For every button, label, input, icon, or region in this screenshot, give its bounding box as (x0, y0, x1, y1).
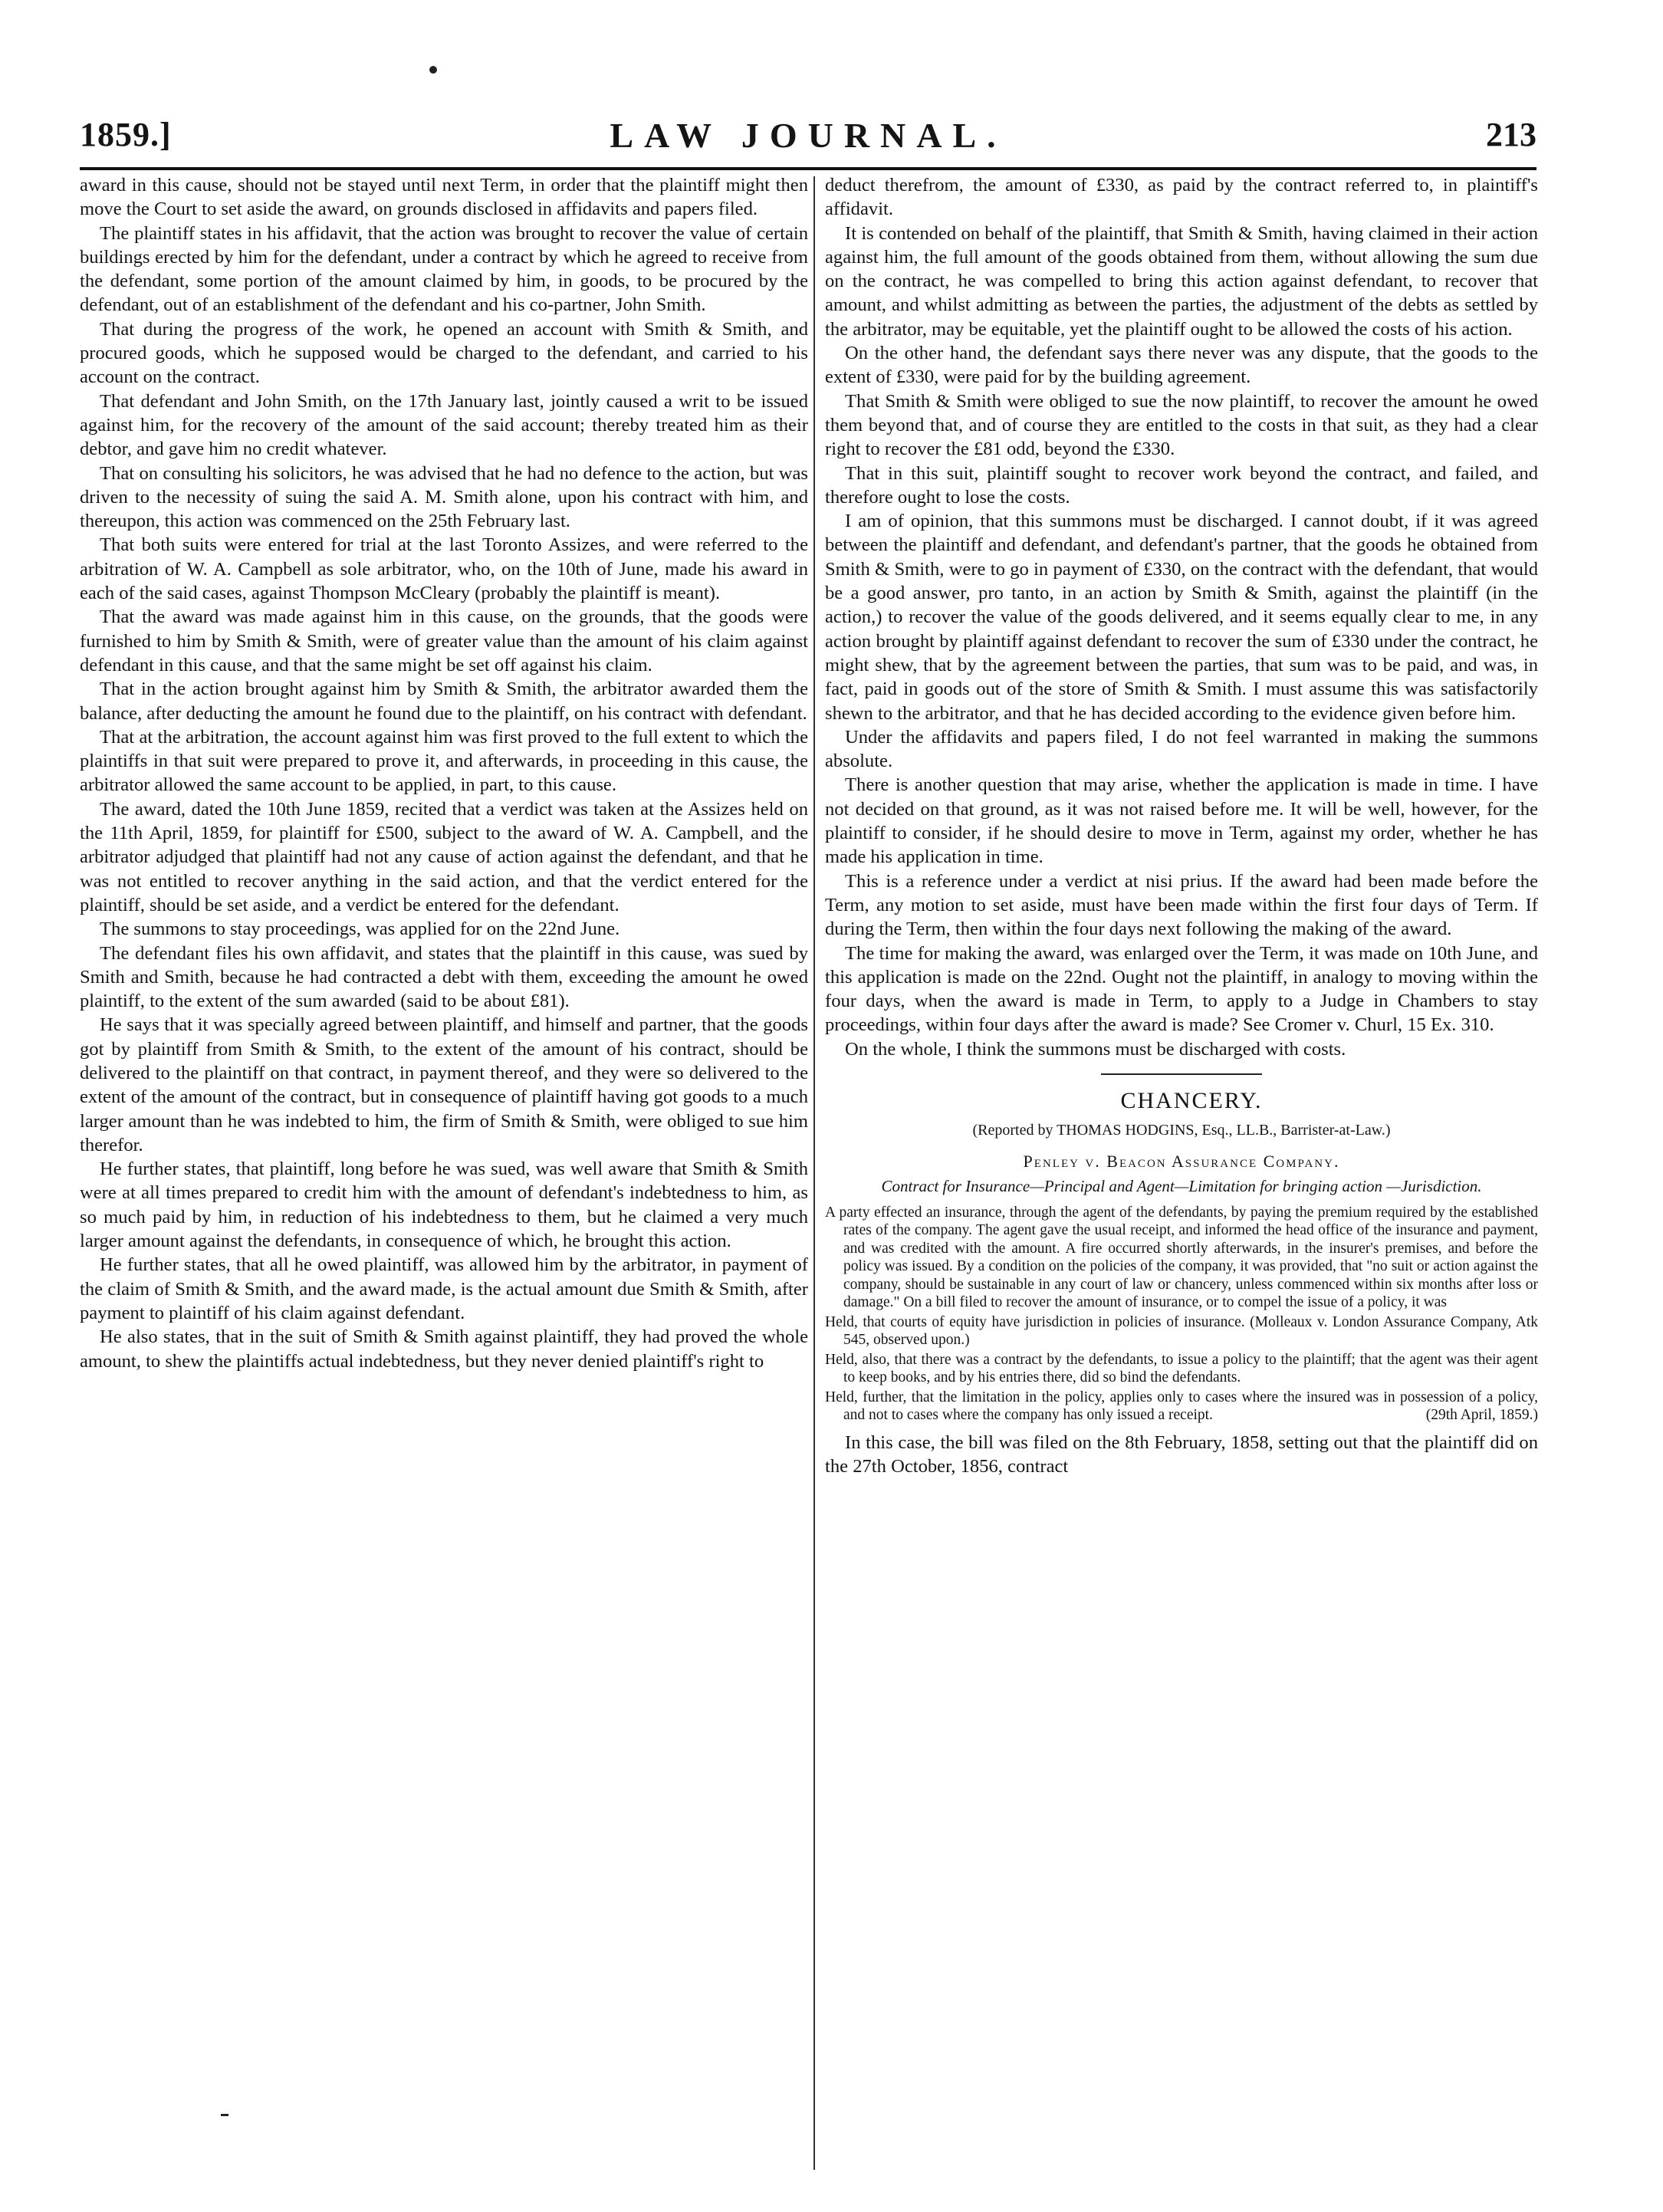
paragraph: On the other hand, the defendant says there never was any dispute, that the goods to the extent of £330, were paid for by the building agreement. (825, 343, 1538, 388)
paragraph: I am of opinion, that this summons must be discharged. I cannot doubt, if it was agreed between the plaintiff and defendant, and defendant's partner, that the goods he obtained from Smith & Smith, were to go in payment of £330, on the contract with the defendant, that would be a good answer, pro tanto, in an action by Smith & Smith, against the plaintiff (in the action,) to recover the value of the goods delivered, and it seems equally clear to me, in any action brought by plaintiff against defendant to recover the sum of £330 under the contract, he might shew, that by the agreement between the parties, that sum was to be paid, and was, in fact, paid in goods out of the store of Smith & Smith. I must assume this was satisfactorily shewn to the arbitrator, and that he has decided according to the evidence given before him. (825, 511, 1538, 724)
paragraph: That during the progress of the work, he opened an account with Smith & Smith, and procured goods, which he supposed would be charged to the defendant, and carried to his account on the contract. (80, 318, 808, 388)
left-column-body (80, 173, 808, 2167)
headnote-paragraph: A party effected an insurance, through the agent of the defendants, by paying the premium required by the established rates of the company. The agent gave the usual receipt, and informed the head office of the insurance and payment, and was credited with the amount. A fire occurred shortly afterwards, in the insurer's premises, and before the policy was issued. By a condition on the policies of the company, it was provided, that "no suit or action against the company, should be sustainable in any court of law or chancery, unless commenced within six months after loss or damage." On a bill filed to recover the amount of insurance, or to compel the issue of a policy, it was (825, 1204, 1538, 1311)
section-rule (1101, 1073, 1262, 1075)
paragraph: In this case, the bill was filed on the 8th February, 1858, setting out that the plaintiff did on the 27th October, 1856, contract (825, 1431, 1538, 1477)
page-number: 213 (1486, 116, 1536, 153)
case-subtitle: Contract for Insurance—Principal and Agent—Limitation for bringing action —Jurisdiction. (881, 1176, 1482, 1195)
column-divider (813, 176, 815, 2170)
paragraph: He also states, that in the suit of Smith & Smith against plaintiff, they had proved the whole amount, to shew the plaintiffs actual indebtedness, but they never denied plaintiff's right to (80, 1326, 808, 1372)
paragraph: That in the action brought against him by Smith & Smith, the arbitrator awarded them the balance, after deducting the amount he found due to the plaintiff, on his contract with defendant. (80, 679, 808, 724)
paragraph: That defendant and John Smith, on the 17th January last, jointly caused a writ to be issued against him, for the recovery of the amount of the said account; thereby treated him as their debtor, and gave him no credit whatever. (80, 390, 808, 460)
headnote-paragraph: Held, that courts of equity have jurisdiction in policies of insurance. (Molleaux v. London Assurance Company, Atk 545, observed upon.) (825, 1313, 1538, 1349)
reporter-line: (Reported by THOMAS HODGINS, Esq., LL.B., Barrister-at-Law.) (972, 1122, 1391, 1139)
paragraph: The award, dated the 10th June 1859, recited that a verdict was taken at the Assizes held on the 11th April, 1859, for plaintiff for £500, subject to the award of W. A. Campbell, and the arbitrator adjudged that plaintiff had not any cause of action against the defendant, and that he was not entitled to recover anything in the said action, and that the verdict entered for the plaintiff, should be set aside, and a verdict be entered for the defendant. (80, 798, 808, 915)
paragraph: award in this cause, should not be stayed until next Term, in order that the plaintiff might then move the Court to set aside the award, on grounds disclosed in affidavits and papers filed. (80, 175, 808, 220)
headnote-text: Held, further, that the limitation in the policy, applies only to cases where the insured was in possession of a policy, and not to cases where the company has only issued a receipt. (825, 1389, 1538, 1424)
journal-title: LAW JOURNAL. (610, 116, 1007, 155)
paragraph: Under the affidavits and papers filed, I do not feel warranted in making the summons absolute. (825, 726, 1538, 772)
paragraph: That on consulting his solicitors, he was advised that he had no defence to the action, but was driven to the necessity of suing the said A. M. Smith alone, upon his contract with him, and thereupon, this action was commenced on the 25th February last. (80, 462, 808, 532)
paragraph: The summons to stay proceedings, was applied for on the 22nd June. (100, 919, 620, 940)
header-year: 1859.] (80, 116, 172, 153)
paragraph: That both suits were entered for trial at the last Toronto Assizes, and were referred to the arbitration of W. A. Campbell as sole arbitrator, who, on the 10th of June, made his award in each of the said cases, against Thompson McCleary (probably the plaintiff is meant). (80, 534, 808, 604)
left-column (80, 173, 808, 2167)
paragraph: It is contended on behalf of the plaintiff, that Smith & Smith, having claimed in their action against him, the full amount of the goods obtained from them, without allowing the sum due on the contract, he was compelled to bring this action against defendant, to recover that amount, and whilst admitting as between the parties, the adjustment of the debts as settled by the arbitrator, may be equitable, yet the plaintiff ought to be allowed the costs of his action. (825, 222, 1538, 340)
paragraph: That in this suit, plaintiff sought to recover work beyond the contract, and failed, and therefore ought to lose the costs. (825, 462, 1538, 508)
paragraph: That Smith & Smith were obliged to sue the now plaintiff, to recover the amount he owed them beyond that, and of course they are entitled to the costs in that suit, as they had a clear right to recover the £81 odd, beyond the £330. (825, 390, 1538, 460)
paragraph: This is a reference under a verdict at nisi prius. If the award had been made before the Term, any motion to set aside, must have been made within the first four days of Term. If during the Term, then within the four days next following the making of the award. (825, 870, 1538, 940)
right-column (825, 173, 1538, 1478)
headnote-paragraph (825, 1389, 1538, 1425)
paragraph: He says that it was specially agreed between plaintiff, and himself and partner, that the goods got by plaintiff from Smith & Smith, to the extent of the amount of his contract, should be delivered to the plaintiff on that contract, in payment thereof, and they were so delivered to the extent of the amount of the contract, but in consequence of plaintiff having got goods to a much larger amount than he was indebted to him, the firm of Smith & Smith, were obliged to sue him therefor. (80, 1014, 808, 1155)
ink-dot (429, 66, 437, 74)
paragraph: deduct therefrom, the amount of £330, as paid by the contract referred to, in plaintiff's affidavit. (825, 175, 1538, 220)
headnote-paragraph: Held, also, that there was a contract by the defendants, to issue a policy to the plaintiff; that the agent was their agent to keep books, and by his entries there, did so bind the defendants. (825, 1351, 1538, 1386)
paragraph: On the whole, I think the summons must be discharged with costs. (845, 1038, 1346, 1060)
paragraph: That at the arbitration, the account against him was first proved to the full extent to which the plaintiffs in that suit were prepared to prove it, and afterwards, in proceeding in this cause, the arbitrator allowed the same account to be applied, in part, to this cause. (80, 726, 808, 796)
headnote (825, 1204, 1538, 1425)
page-header (80, 115, 1536, 161)
paragraph: That the award was made against him in this cause, on the grounds, that the goods were furnished to him by Smith & Smith, were of greater value than the amount of his claim against defendant in this cause, and that the same might be set off against his claim. (80, 606, 808, 675)
paragraph: The defendant files his own affidavit, and states that the plaintiff in this cause, was sued by Smith and Smith, because he had contracted a debt with them, exceeding the amount he owed plaintiff, to the extent of the sum awarded (said to be about £81). (80, 942, 808, 1012)
section-title: CHANCERY. (1120, 1087, 1263, 1113)
paragraph: There is another question that may arise, whether the application is made in time. I have not decided on that ground, as it was not raised before me. It will be well, however, for the plaintiff to consider, if he should desire to move in Term, against my order, whether he has made his application in time. (825, 774, 1538, 868)
headnote-date: (29th April, 1859.) (1425, 1407, 1538, 1424)
paragraph: He further states, that all he owed plaintiff, was allowed him by the arbitrator, in payment of the claim of Smith & Smith, and the award made, is the actual amount due Smith & Smith, after payment to plaintiff of his claim against defendant. (80, 1254, 808, 1323)
case-title: Penley v. Beacon Assurance Company. (1023, 1151, 1340, 1171)
ink-mark (221, 2114, 228, 2116)
paragraph: The plaintiff states in his affidavit, that the action was brought to recover the value of certain buildings erected by him for the defendant, under a contract by which he agreed to receive from the defendant, some portion of the amount claimed by him, in goods, to be procured by the defendant, out of an establishment of the defendant and his co-partner, John Smith. (80, 222, 808, 316)
paragraph: The time for making the award, was enlarged over the Term, it was made on 10th June, and this application is made on the 22nd. Ought not the plaintiff, in analogy to moving within the four days, when the award is made in Term, to apply to a Judge in Chambers to stay proceedings, within four days after the award is made? See Cromer v. Churl, 15 Ex. 310. (825, 942, 1538, 1036)
paragraph: He further states, that plaintiff, long before he was sued, was well aware that Smith & Smith were at all times prepared to credit him with the amount of defendant's indebtedness to him, as so much paid by him, in reduction of his indebtedness to them, but he claimed a very much larger amount against the defendants, in consequence of which, he brought this action. (80, 1159, 808, 1252)
header-rule (80, 167, 1536, 170)
